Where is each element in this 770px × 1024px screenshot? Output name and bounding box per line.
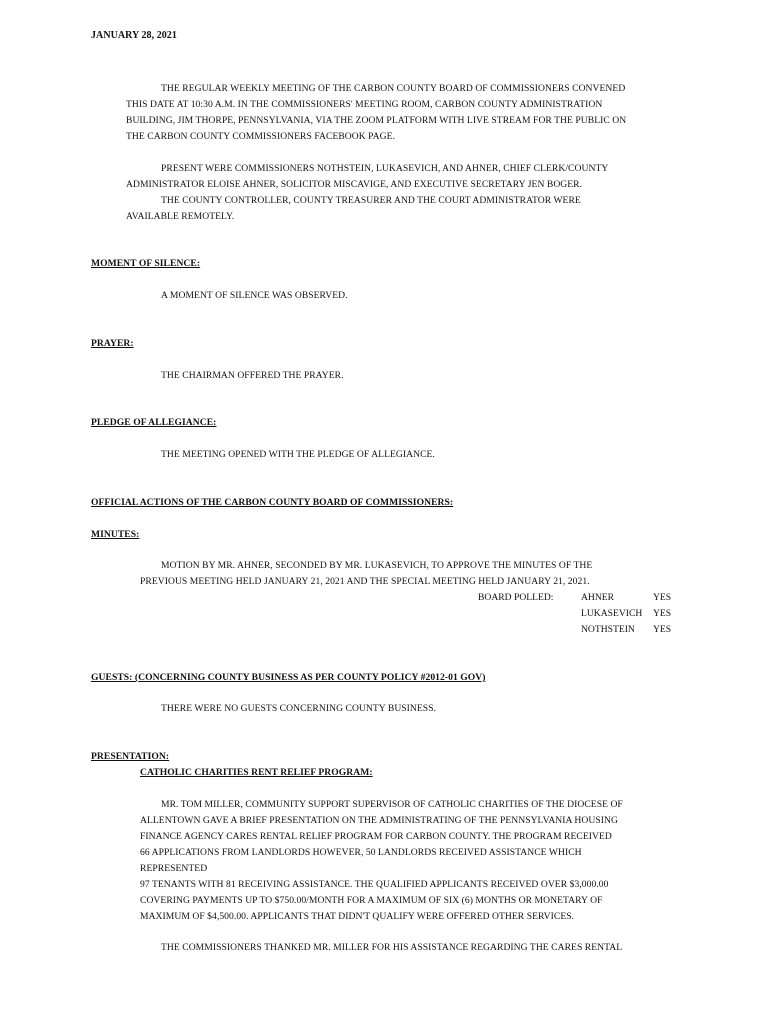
prayer-text: THE CHAIRMAN OFFERED THE PRAYER.: [161, 370, 344, 381]
intro-line: THE CARBON COUNTY COMMISSIONERS FACEBOOK PAGE.: [126, 131, 396, 142]
minutes-motion-line: PREVIOUS MEETING HELD JANUARY 21, 2021 AND THE SPECIAL MEETING HELD JANUARY 21, 2021.: [140, 576, 590, 587]
vote-name: NOTHSTEIN: [581, 624, 635, 635]
vote-value: YES: [653, 624, 672, 635]
attendance-line: PRESENT WERE COMMISSIONERS NOTHSTEIN, LUKASEVICH, AND AHNER, CHIEF CLERK/COUNTY: [161, 163, 609, 174]
presentation-line: MR. TOM MILLER, COMMUNITY SUPPORT SUPERVISOR OF CATHOLIC CHARITIES OF THE DIOCESE OF: [161, 799, 623, 810]
vote-value: YES: [653, 592, 672, 603]
presentation-line: MAXIMUM OF $4,500.00. APPLICANTS THAT DIDN'T QUALIFY WERE OFFERED OTHER SERVICES.: [140, 911, 575, 922]
moment-of-silence-text: A MOMENT OF SILENCE WAS OBSERVED.: [161, 290, 348, 301]
pledge-text: THE MEETING OPENED WITH THE PLEDGE OF ALLEGIANCE.: [161, 449, 435, 460]
presentation-line: FINANCE AGENCY CARES RENTAL RELIEF PROGRAM FOR CARBON COUNTY. THE PROGRAM RECEIVED: [140, 831, 612, 842]
intro-line: THE REGULAR WEEKLY MEETING OF THE CARBON COUNTY BOARD OF COMMISSIONERS CONVENED: [161, 83, 626, 94]
guests-text: THERE WERE NO GUESTS CONCERNING COUNTY BUSINESS.: [161, 703, 437, 714]
attendance-line: ADMINISTRATOR ELOISE AHNER, SOLICITOR MISCAVIGE, AND EXECUTIVE SECRETARY JEN BOGER.: [126, 179, 583, 190]
presentation-line: 66 APPLICATIONS FROM LANDLORDS HOWEVER, 50 LANDLORDS RECEIVED ASSISTANCE WHICH: [140, 847, 582, 858]
prayer-heading: PRAYER:: [91, 338, 134, 349]
intro-line: BUILDING, JIM THORPE, PENNSYLVANIA, VIA THE ZOOM PLATFORM WITH LIVE STREAM FOR THE PUBLIC ON: [126, 115, 627, 126]
attendance-line: AVAILABLE REMOTELY.: [126, 211, 235, 222]
official-actions-heading: OFFICIAL ACTIONS OF THE CARBON COUNTY BOARD OF COMMISSIONERS:: [91, 497, 454, 508]
pledge-heading: PLEDGE OF ALLEGIANCE:: [91, 417, 217, 428]
minutes-motion-line: MOTION BY MR. AHNER, SECONDED BY MR. LUKASEVICH, TO APPROVE THE MINUTES OF THE: [161, 560, 593, 571]
board-polled-label: BOARD POLLED:: [478, 592, 554, 603]
meeting-date: JANUARY 28, 2021: [91, 30, 177, 41]
presentation-line: ALLENTOWN GAVE A BRIEF PRESENTATION ON THE ADMINISTRATING OF THE PENNSYLVANIA HOUSING: [140, 815, 618, 826]
presentation-subheading: CATHOLIC CHARITIES RENT RELIEF PROGRAM:: [140, 767, 373, 778]
presentation-line: 97 TENANTS WITH 81 RECEIVING ASSISTANCE. THE QUALIFIED APPLICANTS RECEIVED OVER $3,000.00: [140, 879, 609, 890]
minutes-heading: MINUTES:: [91, 529, 140, 540]
vote-name: LUKASEVICH: [581, 608, 643, 619]
presentation-heading: PRESENTATION:: [91, 751, 170, 762]
vote-value: YES: [653, 608, 672, 619]
attendance-line: THE COUNTY CONTROLLER, COUNTY TREASURER AND THE COURT ADMINISTRATOR WERE: [161, 195, 581, 206]
presentation-closing: THE COMMISSIONERS THANKED MR. MILLER FOR HIS ASSISTANCE REGARDING THE CARES RENTAL: [161, 942, 623, 953]
guests-heading: GUESTS: (CONCERNING COUNTY BUSINESS AS PER COUNTY POLICY #2012-01 GOV): [91, 672, 486, 683]
moment-of-silence-heading: MOMENT OF SILENCE:: [91, 258, 201, 269]
vote-name: AHNER: [581, 592, 615, 603]
presentation-line: COVERING PAYMENTS UP TO $750.00/MONTH FOR A MAXIMUM OF SIX (6) MONTHS OR MONETARY OF: [140, 895, 603, 906]
intro-line: THIS DATE AT 10:30 A.M. IN THE COMMISSIONERS' MEETING ROOM, CARBON COUNTY ADMINISTRATION: [126, 99, 603, 110]
presentation-line: REPRESENTED: [140, 863, 208, 874]
